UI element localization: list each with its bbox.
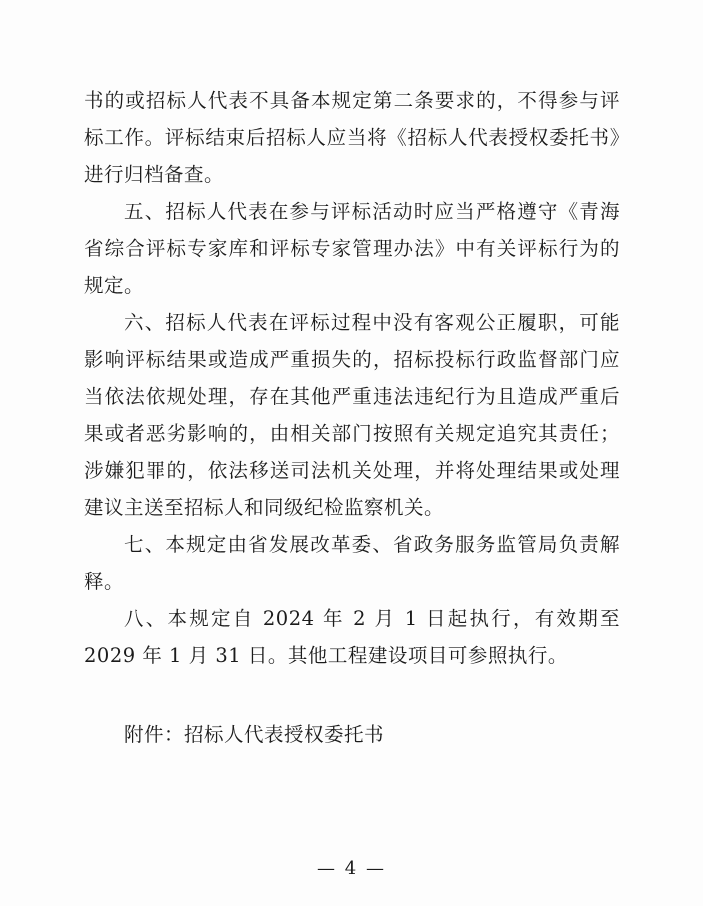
paragraph-article-seven: 七、本规定由省发展改革委、省政务服务监管局负责解释。 [84,533,620,593]
paragraph-continuation: 书的或招标人代表不具备本规定第二条要求的，不得参与评标工作。评标结束后招标人应当将《招标人代表授权委托书》进行归档备查。 [84,89,620,186]
paragraph-article-five: 五、招标人代表在参与评标活动时应当严格遵守《青海省综合评标专家库和评标专家管理办法》中有关评标行为的规定。 [84,200,620,297]
paragraph-article-eight: 八、本规定自 2024 年 2 月 1 日起执行，有效期至 2029 年 1 月 31 日。其他工程建设项目可参照执行。 [84,607,620,667]
page-number: — 4 — [317,858,386,879]
document-body [84,82,620,773]
paragraph-article-six: 六、招标人代表在评标过程中没有客观公正履职，可能影响评标结果或造成严重损失的，招标投标行政监督部门应当依法依规处理，存在其他严重违法违纪行为且造成严重后果或者恶劣影响的，由相关部门按照有关规定追究其责任；涉嫌犯罪的，依法移送司法机关处理，并将处理结果或处理建议主送至招标人和同级纪检监察机关。 [84,311,620,519]
attachment-line: 附件：招标人代表授权委托书 [124,723,385,746]
